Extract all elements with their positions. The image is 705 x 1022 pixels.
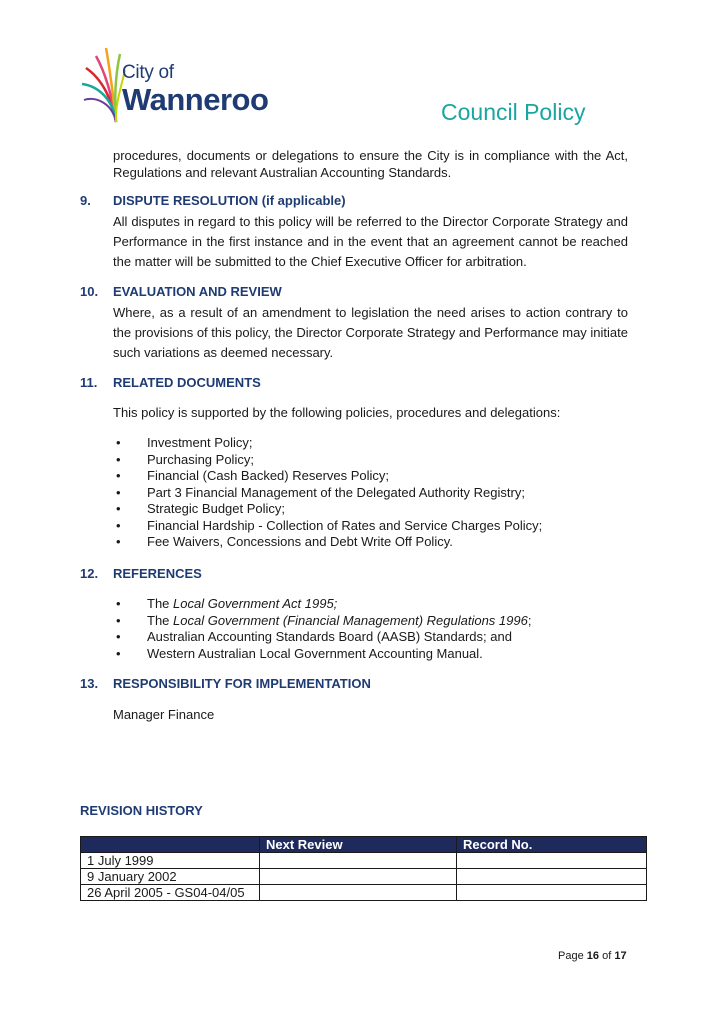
section-13-body: Manager Finance [113, 707, 215, 722]
table-cell: 26 April 2005 - GS04-04/05 [81, 885, 260, 901]
list-item: • Financial (Cash Backed) Reserves Policy; [113, 468, 628, 485]
kangaroo-paw-icon [82, 44, 126, 124]
logo-wanneroo: Wanneroo [122, 82, 269, 117]
revision-history-title: REVISION HISTORY [80, 803, 203, 818]
list-item: • Western Australian Local Government Accounting Manual. [113, 646, 628, 663]
table-cell [457, 853, 647, 869]
table-header-cell: Record No. [457, 837, 647, 853]
section-13-number: 13. [80, 676, 99, 691]
section-11-number: 11. [80, 375, 98, 390]
table-cell [457, 885, 647, 901]
section-10-number: 10. [80, 284, 99, 299]
table-header-row [81, 837, 647, 853]
section-9-heading: DISPUTE RESOLUTION (if applicable) [113, 193, 346, 208]
table-header-cell: Next Review [260, 837, 457, 853]
list-item: • Purchasing Policy; [113, 452, 628, 469]
table-row [81, 885, 647, 901]
list-item: • Part 3 Financial Management of the Delegated Authority Registry; [113, 485, 628, 502]
revision-history-table [80, 836, 647, 901]
document-type-title: Council Policy [441, 99, 586, 125]
related-documents-list [113, 435, 628, 551]
references-list [113, 596, 628, 662]
list-item: • Strategic Budget Policy; [113, 501, 628, 518]
section-13-heading: RESPONSIBILITY FOR IMPLEMENTATION [113, 676, 371, 691]
table-cell [260, 885, 457, 901]
list-item: • The Local Government Act 1995; [113, 596, 628, 613]
list-item: • Investment Policy; [113, 435, 628, 452]
table-row [81, 853, 647, 869]
section-9-body: All disputes in regard to this policy will be referred to the Director Corporate Strategy and Performance in the first instance and in the event that an agreement cannot be reached the matter will be submitted to the Chief Executive Officer for arbitration. [113, 214, 628, 269]
section-9-number: 9. [80, 193, 91, 208]
table-cell [260, 869, 457, 885]
table-cell: 1 July 1999 [81, 853, 260, 869]
table-cell [457, 869, 647, 885]
section-11-heading: RELATED DOCUMENTS [113, 375, 261, 390]
table-cell [260, 853, 457, 869]
city-of-wanneroo-logo [82, 44, 302, 128]
table-row [81, 869, 647, 885]
page-number: Page 16 of 17 [558, 950, 627, 962]
table-header-cell [81, 837, 260, 853]
intro-continuation: procedures, documents or delegations to ensure the City is in compliance with the Act, Regulations and relevant Australian Accounting Standards. [113, 148, 628, 180]
logo-city-of: City of [122, 62, 174, 83]
list-item: • Fee Waivers, Concessions and Debt Write Off Policy. [113, 534, 628, 551]
section-10-body: Where, as a result of an amendment to legislation the need arises to action contrary to the provisions of this policy, the Director Corporate Strategy and Performance may initiate such variations as deemed necessary. [113, 305, 628, 360]
section-11-intro: This policy is supported by the following policies, procedures and delegations: [113, 405, 561, 420]
section-12-number: 12. [80, 566, 99, 581]
list-item: • The Local Government (Financial Management) Regulations 1996; [113, 613, 628, 630]
section-10-heading: EVALUATION AND REVIEW [113, 284, 282, 299]
list-item: • Financial Hardship - Collection of Rates and Service Charges Policy; [113, 518, 628, 535]
list-item: • Australian Accounting Standards Board (AASB) Standards; and [113, 629, 628, 646]
section-12-heading: REFERENCES [113, 566, 202, 581]
table-cell: 9 January 2002 [81, 869, 260, 885]
